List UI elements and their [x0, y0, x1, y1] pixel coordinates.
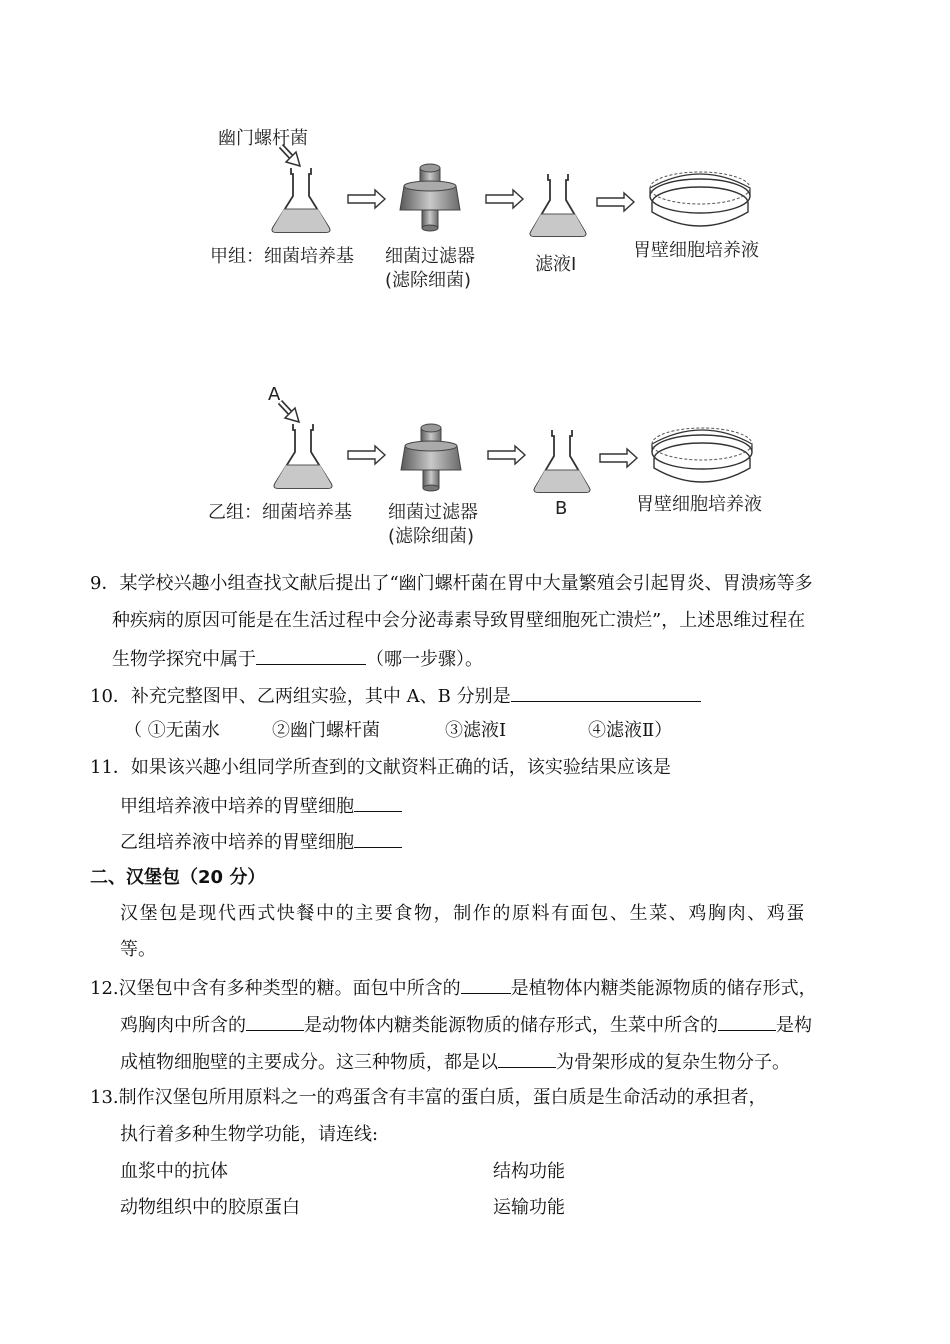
group-a-petri-dish: [650, 172, 750, 226]
group-a-arrow-3: [597, 193, 634, 211]
q11-group-a-text: 甲组培养液中培养的胃壁细胞: [120, 796, 354, 817]
group-b-arrow-3: [600, 449, 637, 467]
group-b-culture-flask: [274, 424, 331, 488]
q13-match-right-2[interactable]: 运输功能: [493, 1197, 565, 1218]
q12-line-1-text: 12.汉堡包中含有多种类型的糖。面包中所含的: [90, 978, 461, 999]
group-b-input-label: A: [268, 384, 281, 405]
q10-option-4: ④滤液Ⅱ）: [588, 720, 673, 741]
group-a-arrow-2: [486, 190, 523, 208]
group-b-row: [274, 402, 752, 492]
q9-line-3-tail: （哪一步骤）。: [366, 649, 483, 670]
q13-match-right-1[interactable]: 结构功能: [493, 1161, 565, 1182]
group-b-filter-sublabel: (滤除细菌): [388, 526, 475, 547]
q12-line-2-text: 鸡胸肉中所含的: [120, 1015, 246, 1036]
q10-option-2: ②幽门螺杆菌: [272, 720, 380, 741]
q12-line-2-mid: 是动物体内糖类能源物质的储存形式，生菜中所含的: [304, 1015, 718, 1036]
q11-line-3: [120, 829, 402, 855]
q12-blank-4[interactable]: [498, 1049, 556, 1068]
group-a-arrow-1: [348, 190, 385, 208]
q11-group-b-blank[interactable]: [354, 829, 402, 848]
q9-line-3-text: 生物学探究中属于: [112, 649, 256, 670]
q12-line-2: [120, 1012, 812, 1038]
section-2-intro-1: 汉堡包是现代西式快餐中的主要食物，制作的原料有面包、生菜、鸡胸肉、鸡蛋: [120, 903, 806, 924]
group-a-row: [272, 146, 750, 236]
group-a-bacteria-filter: [400, 164, 460, 231]
q12-blank-3[interactable]: [718, 1012, 776, 1031]
group-b-dish-label: 胃壁细胞培养液: [636, 494, 762, 515]
q11-group-b-text: 乙组培养液中培养的胃壁细胞: [120, 832, 354, 853]
q13-line-2: 执行着多种生物学功能，请连线:: [120, 1124, 379, 1145]
experiment-diagram-svg: [0, 0, 950, 560]
q12-line-3-text: 成植物细胞壁的主要成分。这三种物质，都是以: [120, 1052, 498, 1073]
group-b-bacteria-filter: [401, 424, 461, 491]
q9-line-2: 种疾病的原因可能是在生活过程中会分泌毒素导致胃壁细胞死亡溃烂”，上述思维过程在: [112, 610, 806, 631]
group-b-petri-dish: [652, 428, 752, 482]
q9-line-3: [112, 646, 483, 672]
q9-line-1: 9．某学校兴趣小组查找文献后提出了“幽门螺杆菌在胃中大量繁殖会引起胃炎、胃溃疡等多: [90, 573, 813, 594]
group-b-filter-label: 细菌过滤器: [388, 502, 478, 523]
group-a-filter-label: 细菌过滤器: [385, 246, 475, 267]
group-a-input-label: 幽门螺杆菌: [218, 128, 308, 149]
group-a-filtrate-flask: [530, 174, 585, 236]
q12-blank-2[interactable]: [246, 1012, 304, 1031]
q10-option-1: （ ①无菌水: [124, 720, 220, 741]
q13-match-left-1[interactable]: 血浆中的抗体: [120, 1161, 228, 1182]
group-b-filtrate-label: B: [555, 498, 568, 519]
section-2-heading: 二、汉堡包（20 分）: [90, 867, 266, 888]
group-b-filtrate-flask: [534, 430, 589, 492]
group-a-flask-label: 甲组：细菌培养基: [210, 246, 354, 267]
q13-line-1: 13.制作汉堡包所用原料之一的鸡蛋含有丰富的蛋白质，蛋白质是生命活动的承担者，: [90, 1087, 767, 1108]
q10-answer-blank[interactable]: [511, 683, 701, 702]
experiment-diagram: [0, 0, 950, 564]
group-a-culture-flask: [272, 168, 329, 232]
q13-match-left-2[interactable]: 动物组织中的胶原蛋白: [120, 1197, 300, 1218]
q10-question-text: 10．补充完整图甲、乙两组实验，其中 A、B 分别是: [90, 686, 511, 707]
group-b-input-arrow: [280, 402, 299, 422]
group-a-filter-sublabel: (滤除细菌): [385, 270, 472, 291]
q12-line-3-tail: 为骨架形成的复杂生物分子。: [556, 1052, 790, 1073]
q12-blank-1[interactable]: [461, 975, 511, 994]
q12-line-2-tail: 是构: [776, 1015, 812, 1036]
q12-line-1: [90, 975, 817, 1001]
q10-line-1: [90, 683, 701, 709]
group-a-filtrate-label: 滤液I: [535, 254, 577, 275]
q11-line-1: 11．如果该兴趣小组同学所查到的文献资料正确的话，该实验结果应该是: [90, 757, 671, 778]
q9-answer-blank[interactable]: [256, 646, 366, 665]
group-b-arrow-2: [488, 446, 525, 464]
group-a-dish-label: 胃壁细胞培养液: [633, 240, 759, 261]
section-2-intro-2: 等。: [120, 939, 156, 960]
q12-line-1-tail: 是植物体内糖类能源物质的储存形式，: [510, 978, 817, 999]
q10-option-3: ③滤液Ⅰ: [445, 720, 507, 741]
q11-group-a-blank[interactable]: [354, 793, 402, 812]
q12-line-3: [120, 1049, 790, 1075]
q11-line-2: [120, 793, 402, 819]
group-b-flask-label: 乙组：细菌培养基: [208, 502, 352, 523]
group-b-arrow-1: [348, 446, 385, 464]
